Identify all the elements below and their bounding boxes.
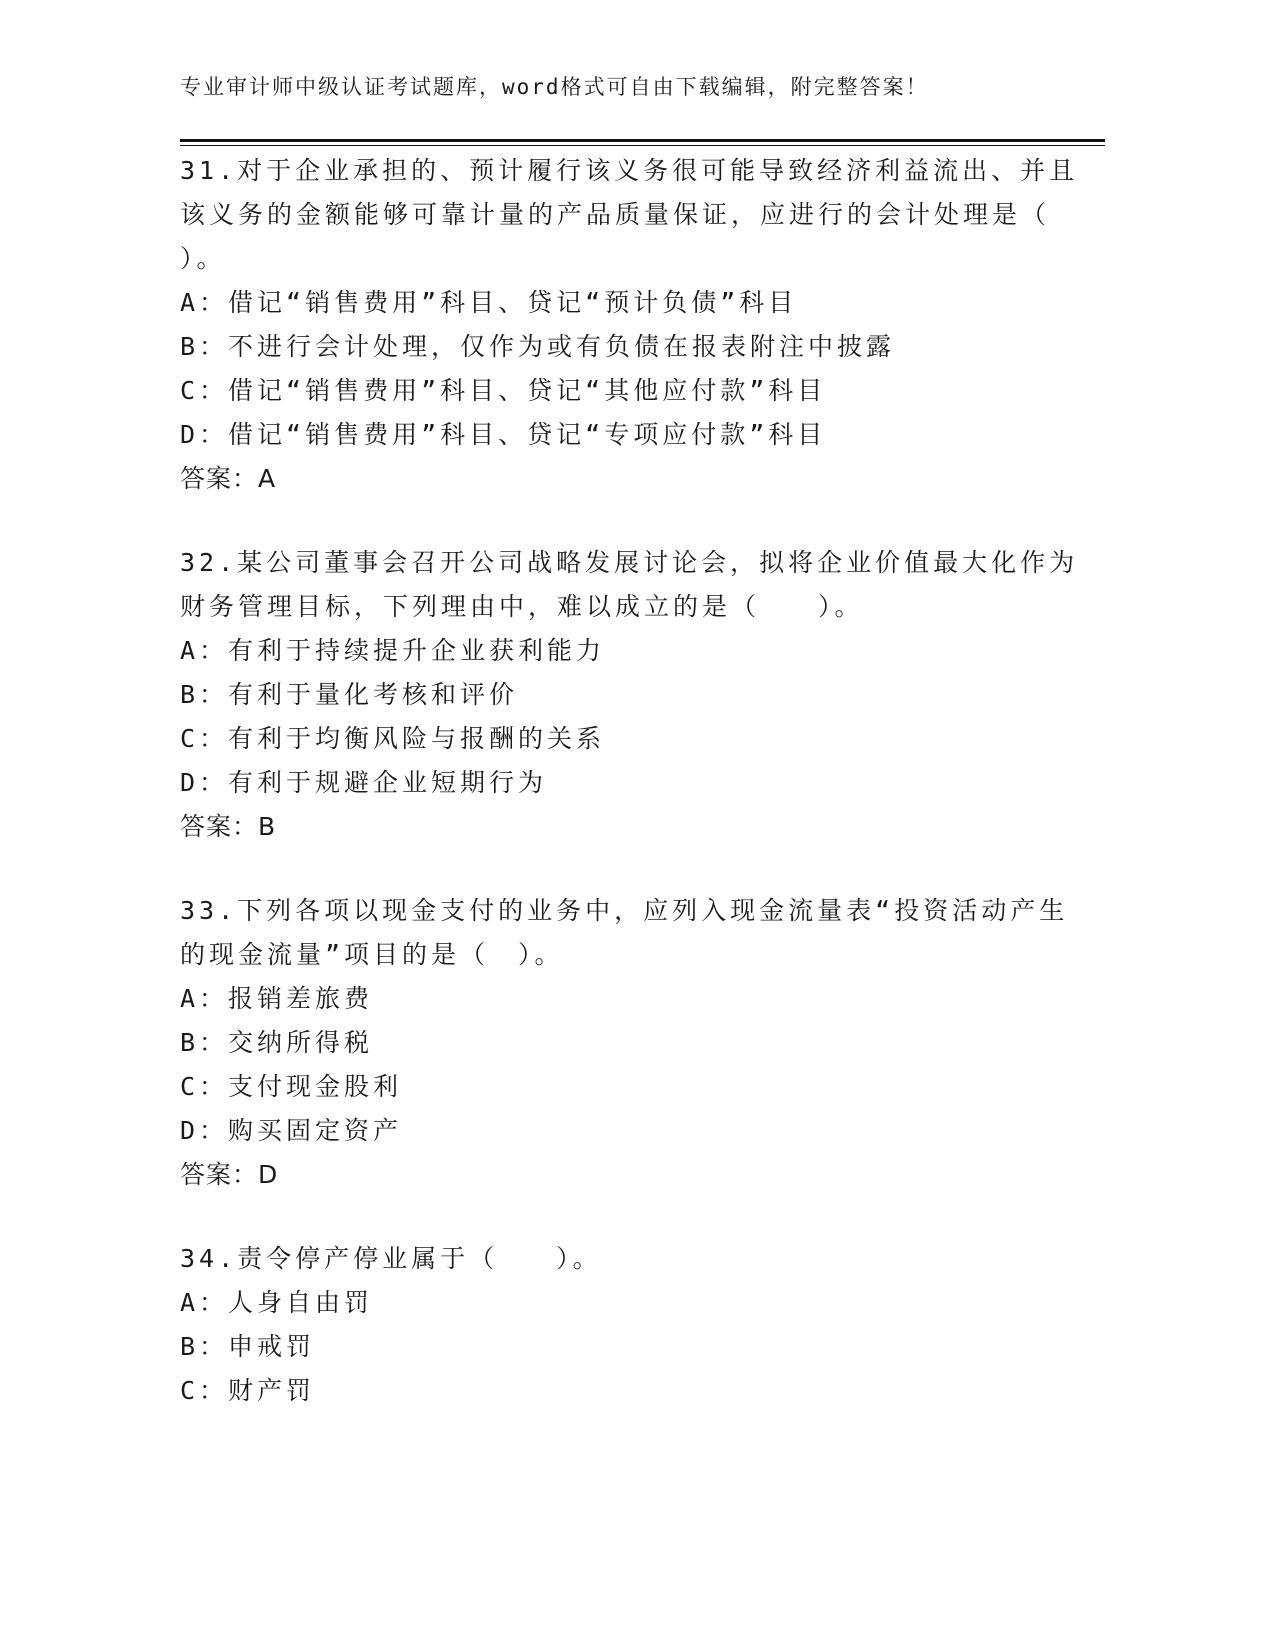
question-stem-line: 33.下列各项以现金支付的业务中，应列入现金流量表“投资活动产生 (180, 896, 1069, 925)
option-c: C：有利于均衡风险与报酬的关系 (180, 724, 606, 753)
option-c: C：财产罚 (180, 1376, 316, 1405)
option-c: C：支付现金股利 (180, 1072, 403, 1101)
option-d: D：借记“销售费用”科目、贷记“专项应付款”科目 (180, 420, 827, 449)
header-rule-thick (180, 139, 1105, 142)
question-32 (180, 541, 1079, 849)
option-b: B：交纳所得税 (180, 1028, 374, 1057)
page-header: 专业审计师中级认证考试题库，word格式可自由下载编辑，附完整答案！ (180, 75, 929, 99)
question-stem-line: 32.某公司董事会召开公司战略发展讨论会，拟将企业价值最大化作为 (180, 548, 1079, 577)
answer-label: 答案：D (180, 1160, 279, 1189)
question-stem-line: ）。 (180, 244, 226, 273)
option-a: A：人身自由罚 (180, 1288, 374, 1317)
option-d: D：购买固定资产 (180, 1116, 403, 1145)
question-stem-line: 34.责令停产停业属于（ ）。 (180, 1244, 602, 1273)
option-a: A：有利于持续提升企业获利能力 (180, 636, 606, 665)
question-stem-line: 的现金流量”项目的是（ ）。 (180, 940, 564, 969)
header-rule-thin (180, 145, 1105, 146)
question-33 (180, 889, 1069, 1197)
question-stem-line: 财务管理目标，下列理由中，难以成立的是（ ）。 (180, 592, 864, 621)
question-31 (180, 149, 1079, 501)
question-stem-line: 该义务的金额能够可靠计量的产品质量保证，应进行的会计处理是（ (180, 200, 1051, 229)
answer-label: 答案：B (180, 812, 277, 841)
option-b: B：不进行会计处理，仅作为或有负债在报表附注中披露 (180, 332, 896, 361)
option-b: B：申戒罚 (180, 1332, 316, 1361)
answer-label: 答案：A (180, 464, 277, 493)
question-34 (180, 1237, 1040, 1413)
question-stem-line: 31.对于企业承担的、预计履行该义务很可能导致经济利益流出、并且 (180, 156, 1079, 185)
option-c: C：借记“销售费用”科目、贷记“其他应付款”科目 (180, 376, 827, 405)
option-a: A：报销差旅费 (180, 984, 374, 1013)
option-b: B：有利于量化考核和评价 (180, 680, 519, 709)
option-a: A：借记“销售费用”科目、贷记“预计负债”科目 (180, 288, 798, 317)
option-d: D：有利于规避企业短期行为 (180, 768, 548, 797)
